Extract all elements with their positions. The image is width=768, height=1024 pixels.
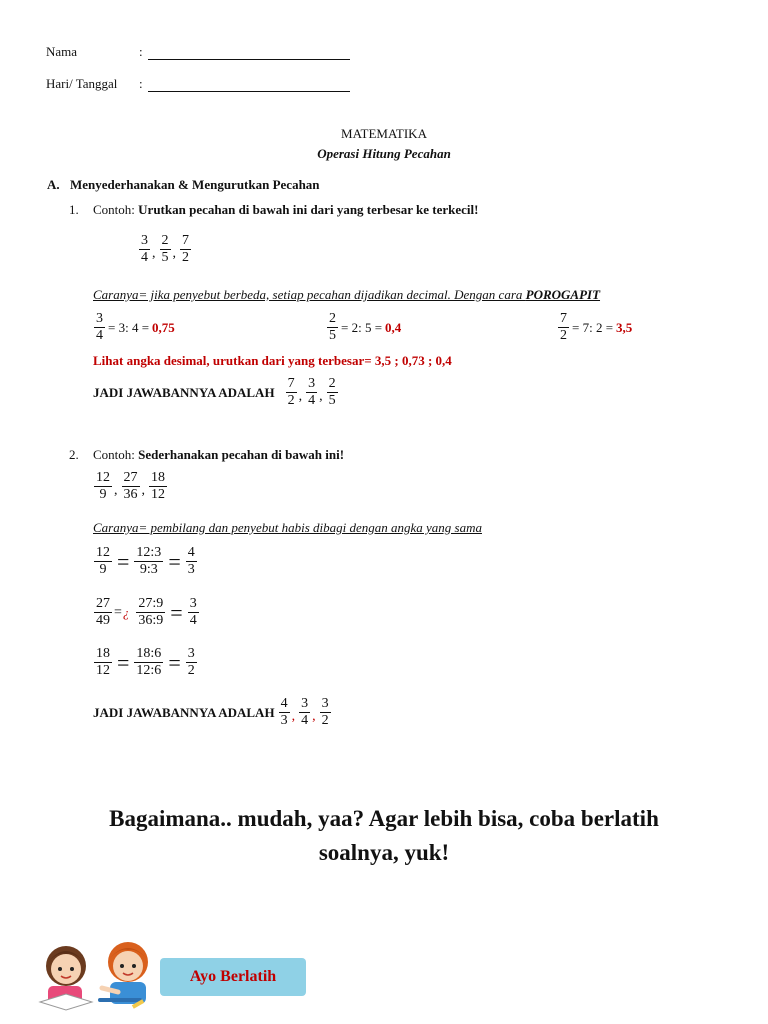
item1-note: Lihat angka desimal, urutkan dari yang terbesar= 3,5 ; 0,73 ; 0,4	[93, 353, 452, 368]
item2-fraction-list: $\frac{12}{9}$ , $\frac{27}{36}$ , $\frac{18}{12}$	[96, 470, 165, 502]
item2-step-3: $\frac{18}{12}$ = $\frac{18:6}{12:6}$ = $\frac{3}{2}$	[96, 646, 195, 678]
page-subtitle: Operasi Hitung Pecahan	[317, 146, 451, 161]
item2-prefix: Contoh:	[93, 447, 135, 462]
fraction: $\frac{18}{12}$	[151, 470, 165, 502]
item1-calc-3: $\frac{7}{2}$ = 7: 2 = 3,5	[560, 311, 633, 343]
decimal-result: 0,4	[385, 319, 402, 335]
decimal-result: 0,75	[152, 319, 175, 335]
item1-calc-1: $\frac{3}{4}$ = 3: 4 = 0,75	[96, 311, 175, 343]
ayo-berlatih-badge	[160, 958, 306, 996]
item2-answer: JADI JAWABANNYA ADALAH $\frac{4}{3}$ , $\frac{3}{4}$ , $\frac{3}{2}$	[93, 696, 329, 728]
closing-line-2: soalnya, yuk!	[318, 840, 450, 865]
item1-prefix: Contoh:	[93, 202, 135, 217]
item2-instruction-line	[93, 447, 344, 463]
item1-fraction-list: $\frac{3}{4}$ , $\frac{2}{5}$ , $\frac{7}{2}$	[141, 233, 189, 265]
item1-instruction: Urutkan pecahan di bawah ini dari yang terbesar ke terkecil!	[138, 202, 479, 217]
date-colon: :	[139, 76, 143, 91]
name-colon: :	[139, 44, 143, 59]
method-keyword: POROGAPIT	[525, 287, 601, 302]
answer-label: JADI JAWABANNYA ADALAH	[93, 704, 275, 720]
date-label: Hari/ Tanggal	[46, 76, 118, 91]
fraction: $\frac{27}{36}$	[123, 470, 138, 502]
item1-answer: JADI JAWABANNYA ADALAH $\frac{7}{2}$ , $\frac{3}{4}$ , $\frac{2}{5}$	[93, 376, 336, 408]
error-glyph: ¿	[122, 604, 130, 620]
answer-label: JADI JAWABANNYA ADALAH	[93, 384, 275, 400]
page-title: MATEMATIKA	[341, 126, 427, 141]
item2-method: Caranya= pembilang dan penyebut habis dibagi dengan angka yang sama	[93, 520, 482, 535]
fraction: $\frac{7}{2}$	[182, 233, 189, 265]
date-field-line[interactable]	[148, 91, 350, 92]
item1-calc-2: $\frac{2}{5}$ = 2: 5 = 0,4	[329, 311, 402, 343]
section-marker: A.	[47, 177, 60, 192]
item2-instruction: Sederhanakan pecahan di bawah ini!	[138, 447, 345, 462]
name-label: Nama	[46, 44, 78, 59]
item1-number: 1.	[69, 202, 79, 217]
name-field-line[interactable]	[148, 59, 350, 60]
kids-illustration	[36, 936, 166, 1018]
item2-number: 2.	[69, 447, 79, 462]
item2-step-2: $\frac{27}{49}$ = ¿ $\frac{27:9}{36:9}$ = $\frac{3}{4}$	[96, 596, 197, 628]
closing-line-1: Bagaimana.. mudah, yaa? Agar lebih bisa, coba berlatih	[109, 806, 659, 831]
section-title: Menyederhanakan & Mengurutkan Pecahan	[70, 177, 320, 192]
item1-method: Caranya= jika penyebut berbeda, setiap pecahan dijadikan decimal. Dengan cara POROGAPIT	[93, 287, 601, 302]
item2-step-1: $\frac{12}{9}$ = $\frac{12:3}{9:3}$ = $\frac{4}{3}$	[96, 545, 195, 577]
decimal-result: 3,5	[616, 319, 633, 335]
item1-instruction-line	[93, 202, 478, 218]
badge-label: Ayo Berlatih	[189, 968, 277, 985]
fraction: $\frac{12}{9}$	[96, 470, 110, 502]
fraction: $\frac{3}{4}$	[141, 233, 148, 265]
fraction: $\frac{2}{5}$	[161, 233, 169, 265]
